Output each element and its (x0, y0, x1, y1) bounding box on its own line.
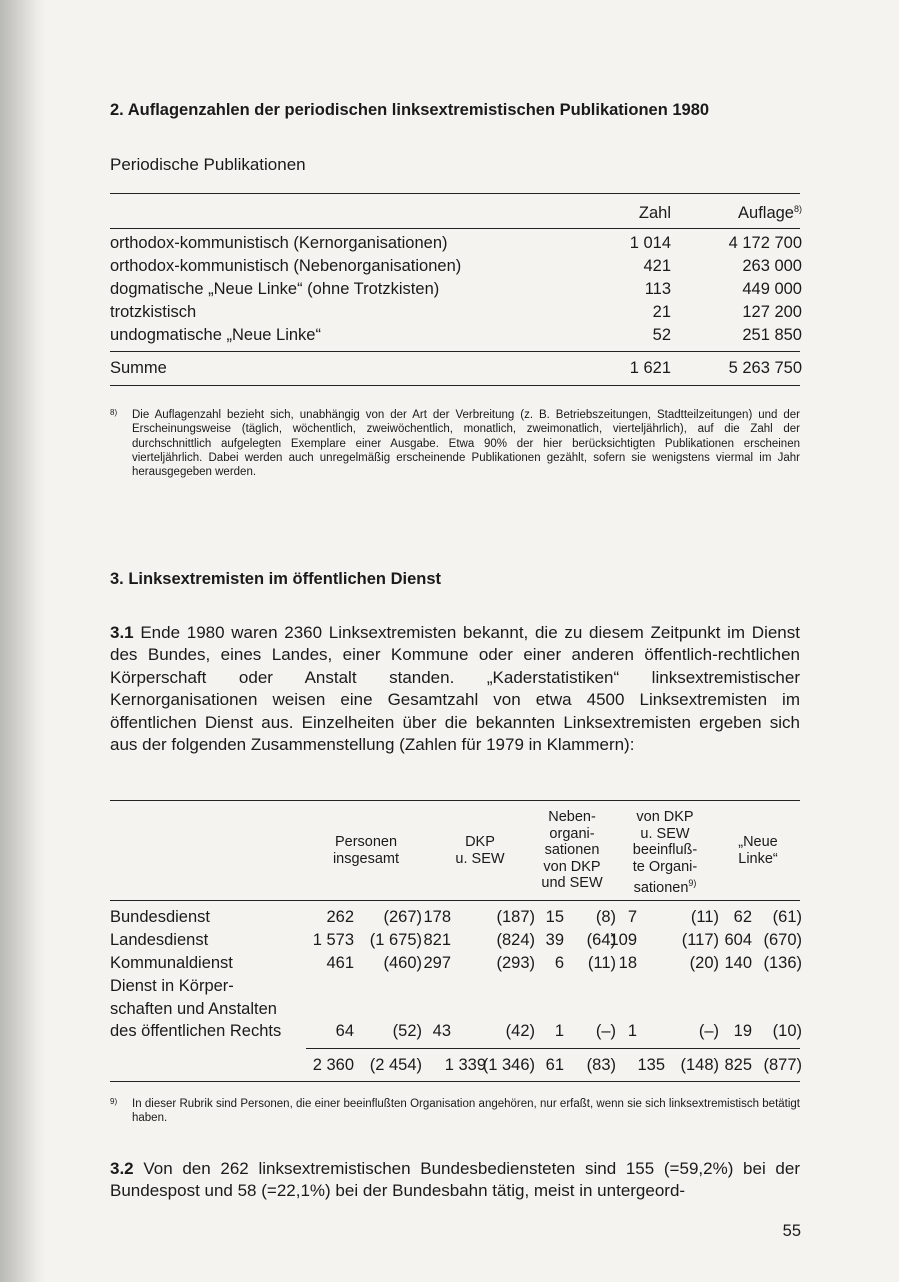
table-rule (110, 193, 800, 194)
cell-auflage: 251 850 (742, 326, 802, 344)
header-line: Neben- (548, 809, 596, 825)
total-cell: (1 346) (482, 1056, 535, 1074)
header-line: Linke“ (738, 850, 778, 867)
paragraph-3-2 (110, 1158, 800, 1203)
footnote-text: Die Auflagenzahl bezieht sich, unabhängig von der Art der Verbreitung (z. B. Betriebszeitungen, Stadtteilzeitungen) und der Erscheinungsweise (täglich, wöchentlich, zweiwöchentlich, monatlich, zweimonatlich, vierteljährlich), auf die Zahl der durchschnittlich aufgelegten Exemplare einer Ausgabe. Etwa 90% der hier berücksichtigten Publikationen erscheinen vierteljährlich. Dabei werden auch unregelmäßig erscheinende Publikationen gezählt, sofern sie wenigstens viermal im Jahr herausgegeben werden. (132, 409, 800, 479)
paragraph-number: 3.1 (110, 623, 134, 642)
total-cell: (83) (586, 1056, 616, 1074)
column-header-neue-linke (718, 834, 798, 867)
footnote-ref-8: 8) (793, 204, 802, 214)
cell: 18 (618, 954, 637, 972)
cell: 39 (545, 931, 564, 949)
total-cell: 825 (724, 1056, 752, 1074)
row-label: trotzkistisch (110, 303, 197, 321)
cell-zahl: 21 (652, 303, 671, 321)
cell: 64 (335, 1022, 354, 1040)
cell: 1 573 (312, 931, 354, 949)
section-2-heading: 2. Auflagenzahlen der periodischen linksextremistischen Publikationen 1980 (110, 101, 710, 119)
table-rule (110, 351, 800, 352)
cell: (117) (681, 931, 719, 949)
paragraph-number: 3.2 (110, 1159, 134, 1178)
row-label: undogmatische „Neue Linke“ (110, 326, 321, 344)
cell: (10) (772, 1022, 802, 1040)
footnote-mark: 8) (110, 408, 118, 417)
column-header-personen (306, 834, 426, 867)
cell-auflage: 127 200 (742, 303, 802, 321)
cell-auflage: 4 172 700 (728, 234, 802, 252)
cell: 297 (423, 954, 451, 972)
header-line: DKP (465, 834, 495, 850)
header-line: beeinfluß- (632, 842, 698, 858)
table-rule (110, 385, 800, 386)
header-line: te Organi- (632, 858, 698, 875)
row-label: Kommunaldienst (110, 954, 233, 972)
header-line: und SEW (541, 875, 603, 891)
cell: 109 (609, 931, 637, 949)
header-line: organi- (549, 825, 595, 842)
cell: 262 (326, 908, 354, 926)
cell: (293) (496, 954, 535, 972)
row-label: orthodox-kommunistisch (Nebenorganisationen) (110, 257, 462, 275)
cell: 140 (724, 954, 752, 972)
row-label-line: schaften und Anstalten (110, 1000, 277, 1018)
total-cell: (877) (763, 1056, 802, 1074)
row-label-line: Dienst in Körper- (110, 977, 234, 995)
total-zahl: 1 621 (629, 359, 671, 377)
column-header-auflage (738, 204, 802, 223)
header-word: sationen (633, 880, 689, 896)
row-label: orthodox-kommunistisch (Kernorganisationen) (110, 234, 448, 252)
header-line: „Neue (738, 834, 778, 850)
cell: (20) (689, 954, 719, 972)
cell: 19 (733, 1022, 752, 1040)
cell-auflage: 449 000 (742, 280, 802, 298)
total-auflage: 5 263 750 (728, 359, 802, 377)
cell: (11) (690, 908, 719, 926)
header-line: von DKP (543, 858, 601, 875)
cell: 461 (326, 954, 354, 972)
total-cell: 2 360 (312, 1056, 354, 1074)
cell: (460) (383, 954, 422, 972)
cell: 821 (423, 931, 451, 949)
table-rule (110, 800, 800, 801)
publications-subheading: Periodische Publikationen (110, 155, 306, 174)
cell-zahl: 113 (644, 280, 671, 298)
cell: (8) (595, 908, 616, 926)
total-cell: 135 (637, 1056, 665, 1074)
cell-zahl: 1 014 (629, 234, 671, 252)
row-label: Bundesdienst (110, 908, 210, 926)
cell: 15 (545, 908, 564, 926)
row-label: dogmatische „Neue Linke“ (ohne Trotzkisten) (110, 280, 440, 298)
table-rule (110, 228, 800, 229)
cell: 1 (554, 1022, 564, 1040)
book-spine-shadow (0, 0, 46, 1282)
header-line: sationen (544, 842, 600, 858)
auflage-label: Auflage (738, 204, 794, 222)
total-cell: 1 339 (444, 1056, 486, 1074)
cell: 7 (627, 908, 637, 926)
cell-zahl: 421 (643, 257, 671, 275)
cell: 1 (627, 1022, 637, 1040)
paragraph-3-1 (110, 622, 800, 756)
header-line: insgesamt (332, 850, 400, 867)
paragraph-text: Ende 1980 waren 2360 Linksextremisten bekannt, die zu diesem Zeitpunkt im Dienst des Bundes, eines Landes, einer Kommune oder einer anderen öffentlich-rechtlichen Körperschaft oder Anstalt standen. „Kaderstatistiken“ linksextremistischer Kernorganisationen weisen eine Gesamtzahl von etwa 4500 Linksextremisten im öffentlichen Dienst aus. Einzelheiten über die bekannten Linksextremisten ergeben sich aus der folgenden Zusammenstellung (Zahlen für 1979 in Klammern): (110, 623, 800, 755)
cell: (61) (772, 908, 802, 926)
page-number: 55 (782, 1222, 801, 1240)
cell: (64) (586, 931, 616, 949)
cell: (1 675) (369, 931, 422, 949)
cell: 43 (432, 1022, 451, 1040)
table-rule (110, 900, 800, 901)
column-header-nebenorganisationen (532, 809, 612, 892)
header-line: Personen (334, 834, 398, 850)
table-rule (306, 1048, 800, 1049)
footnote-9 (110, 1097, 800, 1125)
paragraph-text: Von den 262 linksextremistischen Bundesbediensteten sind 155 (=59,2%) bei der Bundespost und 58 (=22,1%) bei der Bundesbahn tätig, meist in untergeord- (110, 1159, 800, 1201)
header-line: u. SEW (455, 850, 505, 867)
cell-auflage: 263 000 (742, 257, 802, 275)
cell: (11) (587, 954, 616, 972)
cell: (–) (698, 1022, 719, 1040)
cell: (670) (763, 931, 802, 949)
cell: (267) (383, 908, 422, 926)
footnote-ref-9: 9) (688, 878, 697, 888)
header-line: u. SEW (640, 825, 690, 842)
footnote-8 (110, 408, 800, 479)
cell: (42) (505, 1022, 535, 1040)
column-header-beeinflusst (620, 809, 710, 897)
row-label: des öffentlichen Rechts (110, 1022, 282, 1040)
total-label: Summe (110, 359, 167, 377)
cell: (136) (763, 954, 802, 972)
footnote-mark: 9) (110, 1097, 118, 1106)
footnote-text: In dieser Rubrik sind Personen, die einer beeinflußten Organisation angehören, nur erfaßt, wenn sie sich linksextremistisch betätigt haben. (132, 1098, 800, 1124)
row-label: Landesdienst (110, 931, 209, 949)
cell: (187) (496, 908, 535, 926)
cell: 178 (423, 908, 451, 926)
cell: 6 (554, 954, 564, 972)
header-line (620, 875, 710, 897)
total-cell: (148) (680, 1056, 719, 1074)
header-line: von DKP (636, 809, 694, 825)
section-3-heading: 3. Linksextremisten im öffentlichen Dienst (110, 570, 441, 588)
cell: 604 (724, 931, 752, 949)
cell: (–) (595, 1022, 616, 1040)
cell: (52) (392, 1022, 422, 1040)
cell: (824) (496, 931, 535, 949)
total-cell: 61 (545, 1056, 564, 1074)
column-header-dkp (440, 834, 520, 867)
cell-zahl: 52 (652, 326, 671, 344)
cell: 62 (733, 908, 752, 926)
total-cell: (2 454) (369, 1056, 422, 1074)
column-header-zahl: Zahl (638, 204, 671, 222)
document-page (110, 0, 804, 1282)
table-rule (110, 1081, 800, 1082)
